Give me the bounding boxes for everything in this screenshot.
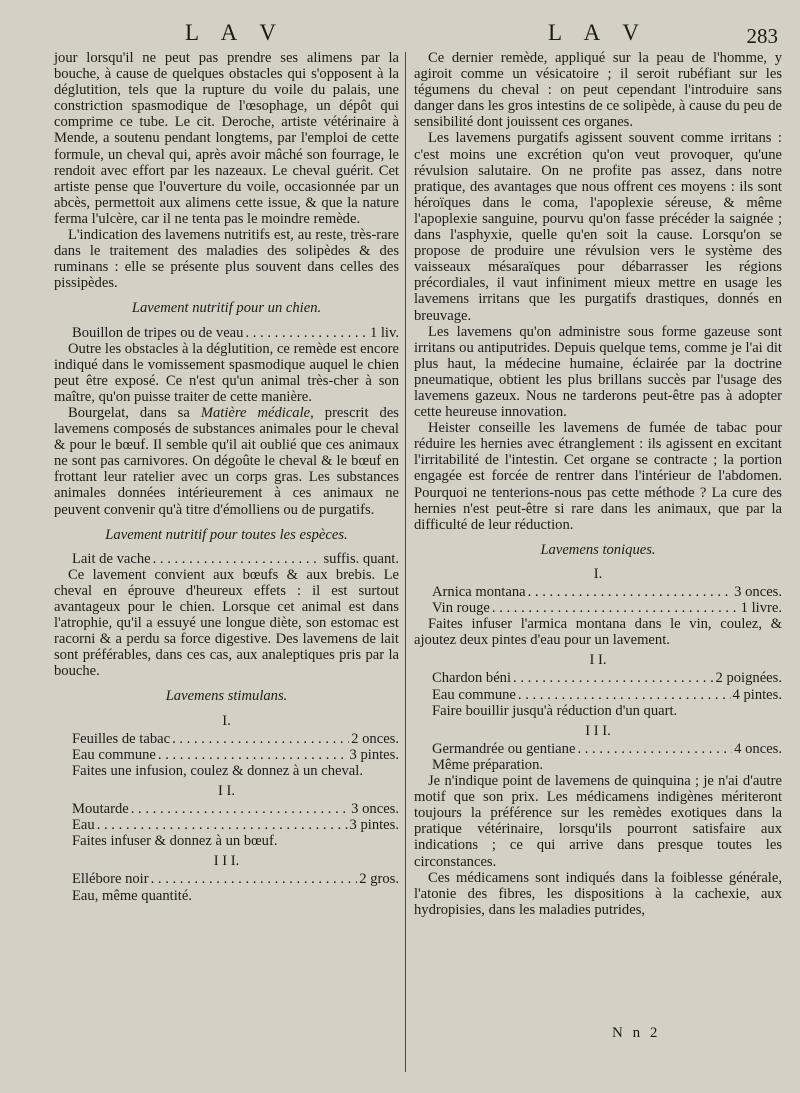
recipe-instruction: Faites infuser l'armica montana dans le vin, coulez, & ajoutez deux pintes d'eau pour un lavement.: [414, 616, 782, 649]
ingredient-quantity: 1 livre.: [740, 600, 782, 617]
ingredient-quantity: 2 gros.: [359, 871, 399, 888]
ingredient-quantity: 2 poignées.: [715, 670, 782, 687]
ingredient-quantity: suffis. quant.: [323, 550, 399, 567]
dot-leader: [158, 747, 348, 763]
dot-leader: [172, 731, 349, 747]
paragraph: Je n'indique point de lavemens de quinquina ; je n'ai d'autre motif que son prix. Les médicamens indigènes mériteront toujours la préférence sur les remèdes exotiques dans la pratique vétérinaire, lorsqu'ils pourront satisfaire aux indications ; ce qui arrive dans presque toutes les circonstances.: [414, 773, 782, 870]
recipe-number: I.: [222, 712, 231, 729]
ingredient-name: Arnica montana: [432, 584, 526, 600]
running-head-right: L A V: [548, 20, 648, 45]
ingredient-name: Chardon béni: [432, 670, 512, 687]
ingredient-name: Bouillon de tripes ou de veau: [72, 324, 244, 341]
ingredient-name: Moutarde: [72, 801, 129, 818]
signature-mark: N n 2: [612, 1025, 661, 1041]
text-run: Bourgelat, dans sa: [68, 404, 201, 421]
ingredient-line: [414, 600, 782, 616]
dot-leader: [153, 551, 322, 567]
ingredient-quantity: 3 onces.: [734, 584, 782, 600]
running-head-left: L A V: [185, 20, 285, 45]
section-heading: Lavemens toniques.: [540, 541, 656, 558]
paragraph: jour lorsqu'il ne peut pas prendre ses alimens par la bouche, à cause de quelques obstacles qui s'opposent à la déglutition, tels que la rupture du voile du palais, une constriction spasmodique de l'œsophage, un dépôt qui comprime ce tube. Le cit. Deroche, artiste vétérinaire à Mende, a soutenu pendant longtems, par l'emploi de cette formule, un cheval qui, après avoir mâché son fourrage, le rendoit avec effort par les nazeaux. Le cheval guérit. Cet artiste pense que l'ouverture du voile, occasionnée par un abcès, permettoit aux alimens cette issue, & que la nature ferma l'ulcère, car il ne tenta pas le moindre remède.: [54, 50, 399, 227]
dot-leader: [151, 871, 358, 887]
right-column: [414, 50, 782, 918]
paragraph: Ce lavement convient aux bœufs & aux brebis. Le cheval en éprouve d'heureux effets : il est surtout avantageux pour le chien. Lorsque cet animal est dans l'atrophie, qu'il a essuyé une longue diète, son estomac est racorni & a perdu sa force digestive. Des lavemens de lait sont préférables, dans ces cas, aux analeptiques pris par la bouche.: [54, 566, 399, 680]
paragraph: Les lavemens purgatifs agissent souvent comme irritans : c'est moins une excrétion qu'on veut provoquer, qu'une révulsion salutaire. On ne profite pas assez, dans notre pratique, des avantages que nous offrent ces moyens : ils sont héroïques dans le coma, l'apoplexie séreuse, & même l'apoplexie sanguine, pourvu qu'on fasse précéder la saignée ; dans l'asphyxie, quelle qu'en soit la cause. Lorsqu'on se propose de produire une révulsion vers le système des vaisseaux mésaraïques pour débarrasser les régions précordiales, il vaut infiniment mieux mettre en usage les lavemens irritans que les purgatifs drastiques, donnés en breuvage.: [414, 130, 782, 324]
recipe-instruction: Faites infuser & donnez à un bœuf.: [72, 833, 278, 850]
dot-leader: [492, 600, 739, 616]
dot-leader: [528, 584, 733, 600]
ingredient-line: [414, 670, 782, 686]
ingredient-name: Vin rouge: [432, 600, 490, 617]
recipe-instruction: Faites une infusion, coulez & donnez à un cheval.: [72, 762, 363, 779]
recipe-number: I.: [593, 565, 603, 582]
ingredient-line: [414, 741, 782, 757]
ingredient-line: [414, 687, 782, 703]
dot-leader: [513, 670, 713, 686]
paragraph: [54, 405, 399, 518]
ingredient-name: Feuilles de tabac: [72, 730, 171, 747]
ingredient-line: [54, 731, 399, 747]
ingredient-line: [54, 817, 399, 833]
ingredient-name: Eau commune: [432, 686, 516, 703]
ingredient-line: [54, 747, 399, 763]
ingredient-quantity: 3 pintes.: [349, 817, 399, 834]
ingredient-quantity: 3 pintes.: [349, 746, 399, 763]
text-run: , prescrit des lavemens composés de substances animales pour le cheval & pour le bœuf. Il semble qu'il ait oublié que ces animaux ne sont pas carnivores. On dégoûte le cheval & le bœuf en frottant leur ratelier avec un corps gras. Les substances animales données intérieurement à ces animaux ne peuvent convenir qu'à titre d'émolliens ou de purgatifs.: [54, 404, 399, 518]
ingredient-line: [54, 325, 399, 341]
ingredient-line: [54, 871, 399, 887]
paragraph: Les lavemens qu'on administre sous forme gazeuse sont irritans ou antiputrides. Depuis quelque tems, comme je l'ai dit plus haut, la médecine humaine, éclairée par la doctrine pneumatique, obtient les plus brillans succès par l'usage des lavemens gazeux. Nous ne tarderons peut-être pas à adopter cette heureuse innovation.: [414, 323, 782, 421]
section-heading: Lavemens stimulans.: [165, 688, 288, 705]
recipe-instruction: Faire bouillir jusqu'à réduction d'un quart.: [432, 702, 678, 719]
section-heading: Lavement nutritif pour toutes les espèces.: [105, 526, 348, 543]
recipe-instruction: Même préparation.: [432, 756, 544, 773]
ingredient-name: Eau: [72, 817, 95, 834]
paragraph: Ces médicamens sont indiqués dans la foiblesse générale, l'atonie des fibres, les dispositions à la cachexie, aux hydropisies, dans les maladies putrides,: [414, 869, 782, 918]
ingredient-name: Lait de vache: [72, 550, 151, 567]
ingredient-quantity: 4 pintes.: [732, 686, 782, 703]
dot-leader: [518, 687, 731, 703]
recipe-number: I I I.: [213, 853, 240, 870]
paragraph: Ce dernier remède, appliqué sur la peau de l'homme, y agiroit comme un vésicatoire ; il seroit rubéfiant sur les tégumens du cheval : on peut cependant l'introduire sans danger dans les gros intestins de ce solipède, à cause du peu de sensibilité dont jouissent ces organes.: [414, 50, 782, 131]
ingredient-quantity: 1 liv.: [369, 324, 399, 341]
page-number: 283: [746, 24, 778, 48]
ingredient-line: [54, 551, 399, 567]
recipe-number: I I.: [217, 782, 236, 799]
paragraph: Heister conseille les lavemens de fumée de tabac pour réduire les hernies avec étranglement : ils agissent en excitant l'irritabilité de l'intestin. Cet organe se contracte ; la portion engagée est forcée de rentrer dans l'intérieur de l'abdomen. Pourquoi ne tenterions-nous pas cette méthode ? La cure des hernies n'est peut-être si rare dans les animaux, que par la difficulté de leur réduction.: [414, 420, 782, 533]
book-title: Matière médicale: [200, 404, 311, 421]
ingredient-name: Ellébore noir: [72, 871, 149, 888]
ingredient-line: [54, 801, 399, 817]
recipe-number: I I.: [589, 652, 607, 669]
paragraph: L'indication des lavemens nutritifs est, au reste, très-rare dans le traitement des maladies des solipèdes & des ruminans : elle se présente plus souvent dans celles des pissipèdes.: [54, 227, 399, 292]
ingredient-name: Eau commune: [72, 746, 156, 763]
ingredient-quantity: 4 onces.: [734, 740, 782, 757]
section-heading: Lavement nutritif pour un chien.: [131, 300, 322, 317]
dot-leader: [245, 325, 367, 341]
dot-leader: [131, 801, 349, 817]
ingredient-name: Germandrée ou gentiane: [432, 740, 576, 757]
dot-leader: [577, 741, 732, 757]
ingredient-line: [414, 584, 782, 600]
recipe-number: I I I.: [585, 722, 611, 739]
left-column: [54, 50, 399, 904]
dot-leader: [97, 817, 348, 833]
ingredient-quantity: 3 onces.: [351, 801, 399, 818]
ingredient-quantity: 2 onces.: [351, 730, 399, 747]
column-divider: [405, 52, 406, 1072]
ingredient-line: Eau, même quantité.: [72, 887, 192, 904]
paragraph: Outre les obstacles à la déglutition, ce remède est encore indiqué dans le vomissement spasmodique auquel le chien peut être exposé. Ce n'est qu'un animal très-cher à son maître, qu'on puisse traiter de cette manière.: [54, 340, 399, 405]
